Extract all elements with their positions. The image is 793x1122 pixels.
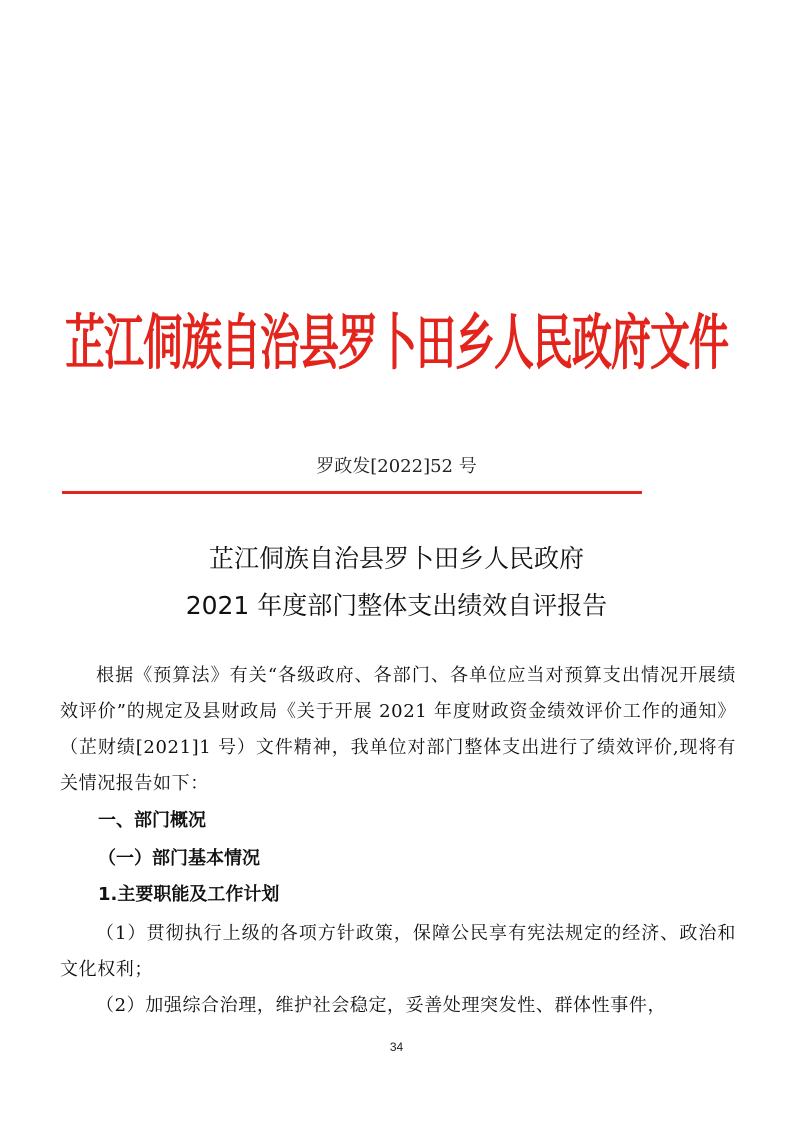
list-item-1: （1）贯彻执行上级的各项方针政策，保障公民享有宪法规定的经济、政治和文化权利；: [60, 923, 736, 980]
intro-paragraph: 根据《预算法》有关“各级政府、各部门、各单位应当对预算支出情况开展绩效评价”的规定及县财政局《关于开展 2021 年度财政资金绩效评价工作的通知》（芷财绩[2021]1 号）文件精神，我单位对部门整体支出进行了绩效评价,现将有关情况报告如下：: [60, 665, 736, 794]
section-heading-2: （一）部门基本情况: [98, 848, 260, 869]
page-number: 34: [389, 1040, 404, 1054]
red-header-title: 芷江侗族自治县罗卜田乡人民政府文件: [65, 309, 728, 379]
report-title-line-2: 2021 年度部门整体支出绩效自评报告: [185, 591, 608, 620]
list-item-2: （2）加强综合治理，维护社会稳定，妥善处理突发性、群体性事件，: [96, 995, 667, 1016]
report-title-line-1: 芷江侗族自治县罗卜田乡人民政府: [208, 544, 584, 573]
red-divider-line: [62, 491, 642, 494]
section-heading-1: 一、部门概况: [98, 810, 206, 831]
section-heading-3: 1.主要职能及工作计划: [98, 884, 280, 905]
document-number: 罗政发[2022]52 号: [316, 456, 477, 477]
